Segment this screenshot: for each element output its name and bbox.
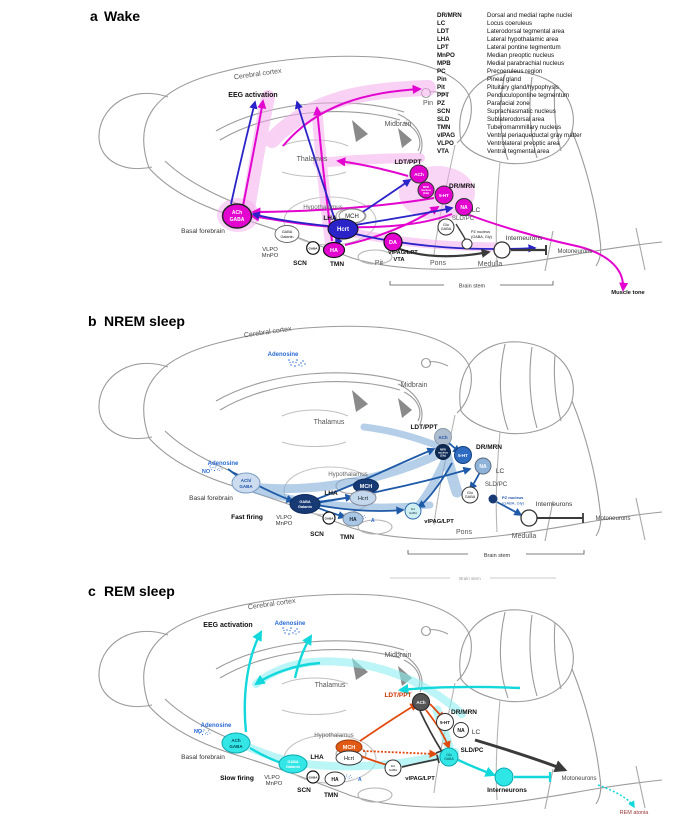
node-label: Galanin <box>286 765 300 769</box>
node-label: GABA <box>229 744 243 749</box>
label-basal-forebrain: Basal forebrain <box>181 228 225 235</box>
label-basal-forebrain: Basal forebrain <box>189 495 233 502</box>
label-brain-stem: Brain stem <box>458 283 486 290</box>
label-midbrain: Midbrain <box>384 652 412 659</box>
label-cerebral-cortex: Cerebral cortex <box>233 67 282 82</box>
node-gaba-galanin <box>290 495 320 514</box>
node-label: ACh <box>414 173 424 178</box>
node-ach-gaba-bf <box>222 733 250 753</box>
legend-abbr: Pit <box>437 84 445 91</box>
legend-abbr: vlPAG <box>437 132 456 139</box>
node-label: GABA <box>324 516 334 521</box>
label-brain-stem-faint: Brain stem <box>459 576 481 581</box>
label-mnpo: MnPO <box>265 781 283 787</box>
label-motoneurons: Motoneurons <box>557 249 593 255</box>
label-adenosine-bf: Adenosine <box>200 723 232 729</box>
label-eeg-activation: EEG activation <box>203 622 253 629</box>
label-muscle-tone: Muscle tone <box>611 290 645 296</box>
label-pz2: (GABA, Gly) <box>502 500 525 506</box>
nrem-black-lines <box>537 513 583 523</box>
legend-abbr: TMN <box>437 124 451 131</box>
node-glu-gaba-sld <box>440 748 458 766</box>
label-no: NO <box>201 469 211 475</box>
label-interneurons: Interneurons <box>535 501 573 508</box>
label-pons: Pons <box>456 529 472 536</box>
label-dr-mrn: DR/MRN <box>449 183 475 190</box>
label-pin: Pin <box>422 100 434 107</box>
node-label: Glu <box>443 223 449 227</box>
node-label: ACh <box>231 210 243 216</box>
arrow-vlpo-to-hcrt <box>318 497 352 502</box>
node-ach-gaba-bf <box>232 473 260 493</box>
legend-abbr: PPT <box>437 92 450 99</box>
node-interneuron <box>494 242 510 258</box>
legend-abbr: DR/MRN <box>437 12 462 19</box>
legend-desc: Sublaterodorsal area <box>487 116 545 123</box>
label-ldt-ppt: LDT/PPT <box>384 692 412 699</box>
panel-a-title: Wake <box>104 8 141 24</box>
node-label: (Glu) <box>422 192 430 195</box>
node-label: MCH <box>342 745 356 751</box>
label-pz1: PZ nucleus <box>502 495 524 500</box>
node-da-vta <box>384 233 402 251</box>
node-interneuron <box>495 768 513 786</box>
node-label: MPB <box>440 448 446 452</box>
legend-desc: Laterodorsal tegmental area <box>487 28 565 35</box>
node-label: GABA <box>239 484 253 489</box>
panel-b-letter: b <box>88 313 97 329</box>
node-label: DA <box>410 507 416 511</box>
label-basal-forebrain: Basal forebrain <box>181 754 225 761</box>
label-medulla: Medulla <box>477 261 503 268</box>
node-gaba-galanin <box>275 226 299 243</box>
node-label: HA <box>331 777 339 783</box>
label-hypothalamus: Hypothalamus <box>314 732 354 739</box>
legend-desc: Ventral tegmental area <box>487 148 550 155</box>
legend-abbr: Pin <box>437 76 447 83</box>
label-pit: Pit <box>374 260 384 267</box>
node-pz <box>462 239 472 249</box>
node-gaba-scn <box>307 242 320 255</box>
label-interneurons: Interneurons <box>505 235 543 242</box>
node-label: Galanin <box>280 235 294 239</box>
legend-abbr: VTA <box>437 148 449 155</box>
label-cerebral-cortex: Cerebral cortex <box>247 597 296 612</box>
label-lc: LC <box>471 207 481 214</box>
node-label: MCH <box>345 214 359 220</box>
legend-desc: Locus coeruleus <box>487 20 533 27</box>
node-label: GABA <box>464 495 476 499</box>
arrow-rem-atonia <box>598 785 634 807</box>
node-ha-tmn <box>325 772 345 786</box>
label-vlpag-lpt: vlPAG/LPT <box>405 776 435 782</box>
legend-abbr: MPB <box>437 60 451 67</box>
node-label: DA <box>390 764 396 768</box>
label-midbrain: Midbrain <box>384 121 412 128</box>
node-label: GABA <box>229 217 245 223</box>
label-ldt-ppt: LDT/PPT <box>394 159 422 166</box>
label-interneurons: Interneurons <box>487 787 527 794</box>
node-label: NA <box>479 464 487 470</box>
node-label: ACh <box>438 435 448 440</box>
node-label: GABA <box>299 500 311 504</box>
label-hypothalamus: Hypothalamus <box>303 204 343 211</box>
node-label: HA <box>349 517 357 523</box>
panel-c-title: REM sleep <box>104 583 175 599</box>
node-label: nucleus <box>438 451 448 455</box>
node-label: GABA <box>408 511 418 515</box>
adenosine-dots-cortex <box>282 627 300 635</box>
node-na-lc <box>456 199 473 216</box>
legend-abbr: MnPO <box>437 52 455 59</box>
arrow-sld-to-interneuron <box>452 757 494 775</box>
node-na-lc <box>475 458 491 474</box>
node-label: nucleus <box>420 189 432 192</box>
node-ha-tmn <box>324 243 345 258</box>
arrow-mch-to-ldt <box>360 704 417 741</box>
rem-black-lines <box>402 711 565 770</box>
label-adenosine-bf: Adenosine <box>207 461 239 467</box>
legend-desc: Lateral hypothalamic area <box>487 36 559 43</box>
label-sld-pc: SLD/PC <box>460 747 484 754</box>
node-label: (Glu) <box>439 454 447 458</box>
label-dr-mrn: DR/MRN <box>451 709 477 716</box>
label-brain-stem: Brain stem <box>483 553 511 559</box>
label-vlpo: VLPO <box>262 247 278 253</box>
label-dr-mrn: DR/MRN <box>476 444 502 451</box>
label-motoneurons: Motoneurons <box>595 516 631 522</box>
node-glu-gaba-sld <box>462 487 478 503</box>
label-scn: SCN <box>297 787 311 794</box>
node-ach-ldt <box>410 165 428 183</box>
panel-nrem <box>88 313 662 559</box>
node-label: GABA <box>444 757 454 761</box>
legend-abbr: LHA <box>437 36 450 43</box>
legend-abbr: PC <box>437 68 446 75</box>
label-no: NO <box>193 729 203 735</box>
label-vlpag-lpt: vlPAG/LPT <box>424 519 454 525</box>
label-fast-firing: Fast firing <box>231 514 263 521</box>
node-label: Glu <box>467 491 473 495</box>
adenosine-dots-cortex <box>288 359 306 367</box>
node-label: GABA <box>440 227 452 231</box>
node-da-gaba <box>385 760 401 776</box>
node-label: Glu <box>446 753 452 757</box>
node-label: 5-HT <box>440 720 450 725</box>
legend-abbr: LC <box>437 20 446 27</box>
node-label: NA <box>460 205 468 211</box>
node-ach-gaba-bf <box>223 204 252 228</box>
legend-desc: Tuberomammillary nucleus <box>487 124 562 131</box>
label-thalamus: Thalamus <box>296 156 328 163</box>
label-lha: LHA <box>324 490 338 497</box>
label-mnpo: MnPO <box>275 521 293 527</box>
label-tmn: TMN <box>339 534 355 541</box>
node-ach-ldt <box>413 694 430 711</box>
label-adenosine-a: A <box>371 518 375 524</box>
node-na-lc <box>454 723 469 738</box>
label-sld-pc: SLD/PC <box>451 215 475 222</box>
label-lha: LHA <box>310 754 324 761</box>
node-ha-tmn <box>343 512 363 526</box>
legend-desc: Pituitary gland/hypophysis <box>487 84 559 91</box>
label-pz2: (GABA, Gly) <box>471 235 492 239</box>
label-lc: LC <box>471 729 481 736</box>
node-5ht <box>437 714 454 731</box>
node-label: Hcrt <box>343 756 355 762</box>
legend-desc: Lateral pontine tegmentum <box>487 44 561 51</box>
panel-b-title: NREM sleep <box>104 313 185 329</box>
legend-desc: Suprachiasmatic nucleus <box>487 108 556 115</box>
label-vlpo: VLPO <box>264 775 280 781</box>
node-label: Galanin <box>298 505 312 509</box>
node-5ht <box>455 447 472 464</box>
node-label: MCH <box>359 484 373 490</box>
node-label: HA <box>330 248 338 254</box>
label-motoneurons: Motoneurons <box>561 776 597 782</box>
node-hcrt <box>336 751 362 765</box>
legend-abbr: SCN <box>437 108 451 115</box>
label-lc: LC <box>495 468 505 475</box>
node-pz <box>489 495 498 504</box>
arrow-hcrt-to-bf <box>253 214 328 226</box>
abbreviation-legend <box>437 12 582 155</box>
label-pz1: PZ nucleus <box>471 230 490 234</box>
label-tmn: TMN <box>323 792 339 799</box>
legend-desc: Pineal gland <box>487 76 522 83</box>
legend-desc: Ventral periaqueductal gray matter <box>487 132 582 139</box>
label-rem-atonia: REM atonia <box>619 810 649 816</box>
node-label: Hcrt <box>357 496 369 502</box>
legend-abbr: SLD <box>437 116 450 123</box>
line-sld-down <box>456 224 466 241</box>
legend-abbr: LDT <box>437 28 450 35</box>
node-gaba-galanin <box>279 755 307 773</box>
arrow-sld-to-moto <box>475 740 565 770</box>
legend-desc: Dorsal and medial raphe nuclei <box>487 12 573 19</box>
label-vlpo: VLPO <box>276 515 292 521</box>
label-thalamus: Thalamus <box>314 682 346 689</box>
arrow-to-thalamus <box>400 687 520 690</box>
legend-desc: Median preoptic nucleus <box>487 52 555 59</box>
label-tmn: TMN <box>329 261 345 268</box>
node-label: GABA <box>388 768 398 772</box>
legend-abbr: VLPO <box>437 140 454 147</box>
node-da-gaba <box>405 503 421 519</box>
label-cerebral-cortex: Cerebral cortex <box>243 325 292 340</box>
label-vlpag-lpt: vlPAG/LPT <box>388 250 418 256</box>
label-eeg-activation: EEG activation <box>228 92 278 99</box>
label-adenosine: Adenosine <box>267 352 299 358</box>
node-label: 5-HT <box>458 453 468 458</box>
label-scn: SCN <box>310 531 324 538</box>
node-hcrt <box>328 219 358 239</box>
label-mnpo: MnPO <box>261 253 279 259</box>
node-label: Hcrt <box>336 227 350 233</box>
legend-desc: Penduculopontine tegmentum <box>487 92 570 99</box>
node-hcrt <box>350 491 376 506</box>
legend-desc: Parafacial zone <box>487 100 530 107</box>
label-midbrain: Midbrain <box>400 382 428 389</box>
label-thalamus: Thalamus <box>313 419 345 426</box>
label-pons: Pons <box>430 260 446 267</box>
node-mpb <box>436 445 451 460</box>
node-label: GABA <box>308 775 318 780</box>
panel-rem <box>88 576 662 816</box>
node-mpb <box>418 182 434 198</box>
node-label: MPB <box>423 186 429 189</box>
panel-a-letter: a <box>90 8 98 24</box>
legend-desc: Precoeruleus region <box>487 68 543 75</box>
label-adenosine-a: A <box>358 777 362 783</box>
node-ach-ldt <box>435 429 452 446</box>
label-scn: SCN <box>293 260 307 267</box>
label-hypothalamus: Hypothalamus <box>328 471 368 478</box>
node-interneuron <box>521 510 537 526</box>
node-label: 5-HT <box>439 193 449 198</box>
legend-abbr: PZ <box>437 100 445 107</box>
node-label: ACh/ <box>240 478 252 483</box>
node-label: GABA <box>281 230 293 234</box>
label-vta: VTA <box>393 257 405 263</box>
faint-brain-stem-line <box>390 576 556 581</box>
node-label: GABA <box>308 246 318 251</box>
panel-c-letter: c <box>88 583 96 599</box>
label-medulla: Medulla <box>511 533 537 540</box>
node-label: NA <box>457 728 465 734</box>
panel-wake <box>90 8 662 296</box>
label-adenosine: Adenosine <box>274 621 306 627</box>
node-label: ACh <box>416 700 426 705</box>
label-lha: LHA <box>323 215 337 222</box>
node-gaba-scn <box>323 512 335 524</box>
legend-desc: Ventrolateral preoptic area <box>487 140 560 147</box>
legend-abbr: LPT <box>437 44 449 51</box>
legend-desc: Medial parabrachial nucleus <box>487 60 565 67</box>
label-sld-pc: SLD/PC <box>484 481 508 488</box>
label-slow-firing: Slow firing <box>220 775 254 782</box>
node-label: DA <box>389 240 397 246</box>
node-label: ACh <box>231 738 241 743</box>
node-gaba-scn <box>307 771 319 783</box>
node-label: GABA <box>287 760 299 764</box>
label-ldt-ppt: LDT/PPT <box>410 424 438 431</box>
